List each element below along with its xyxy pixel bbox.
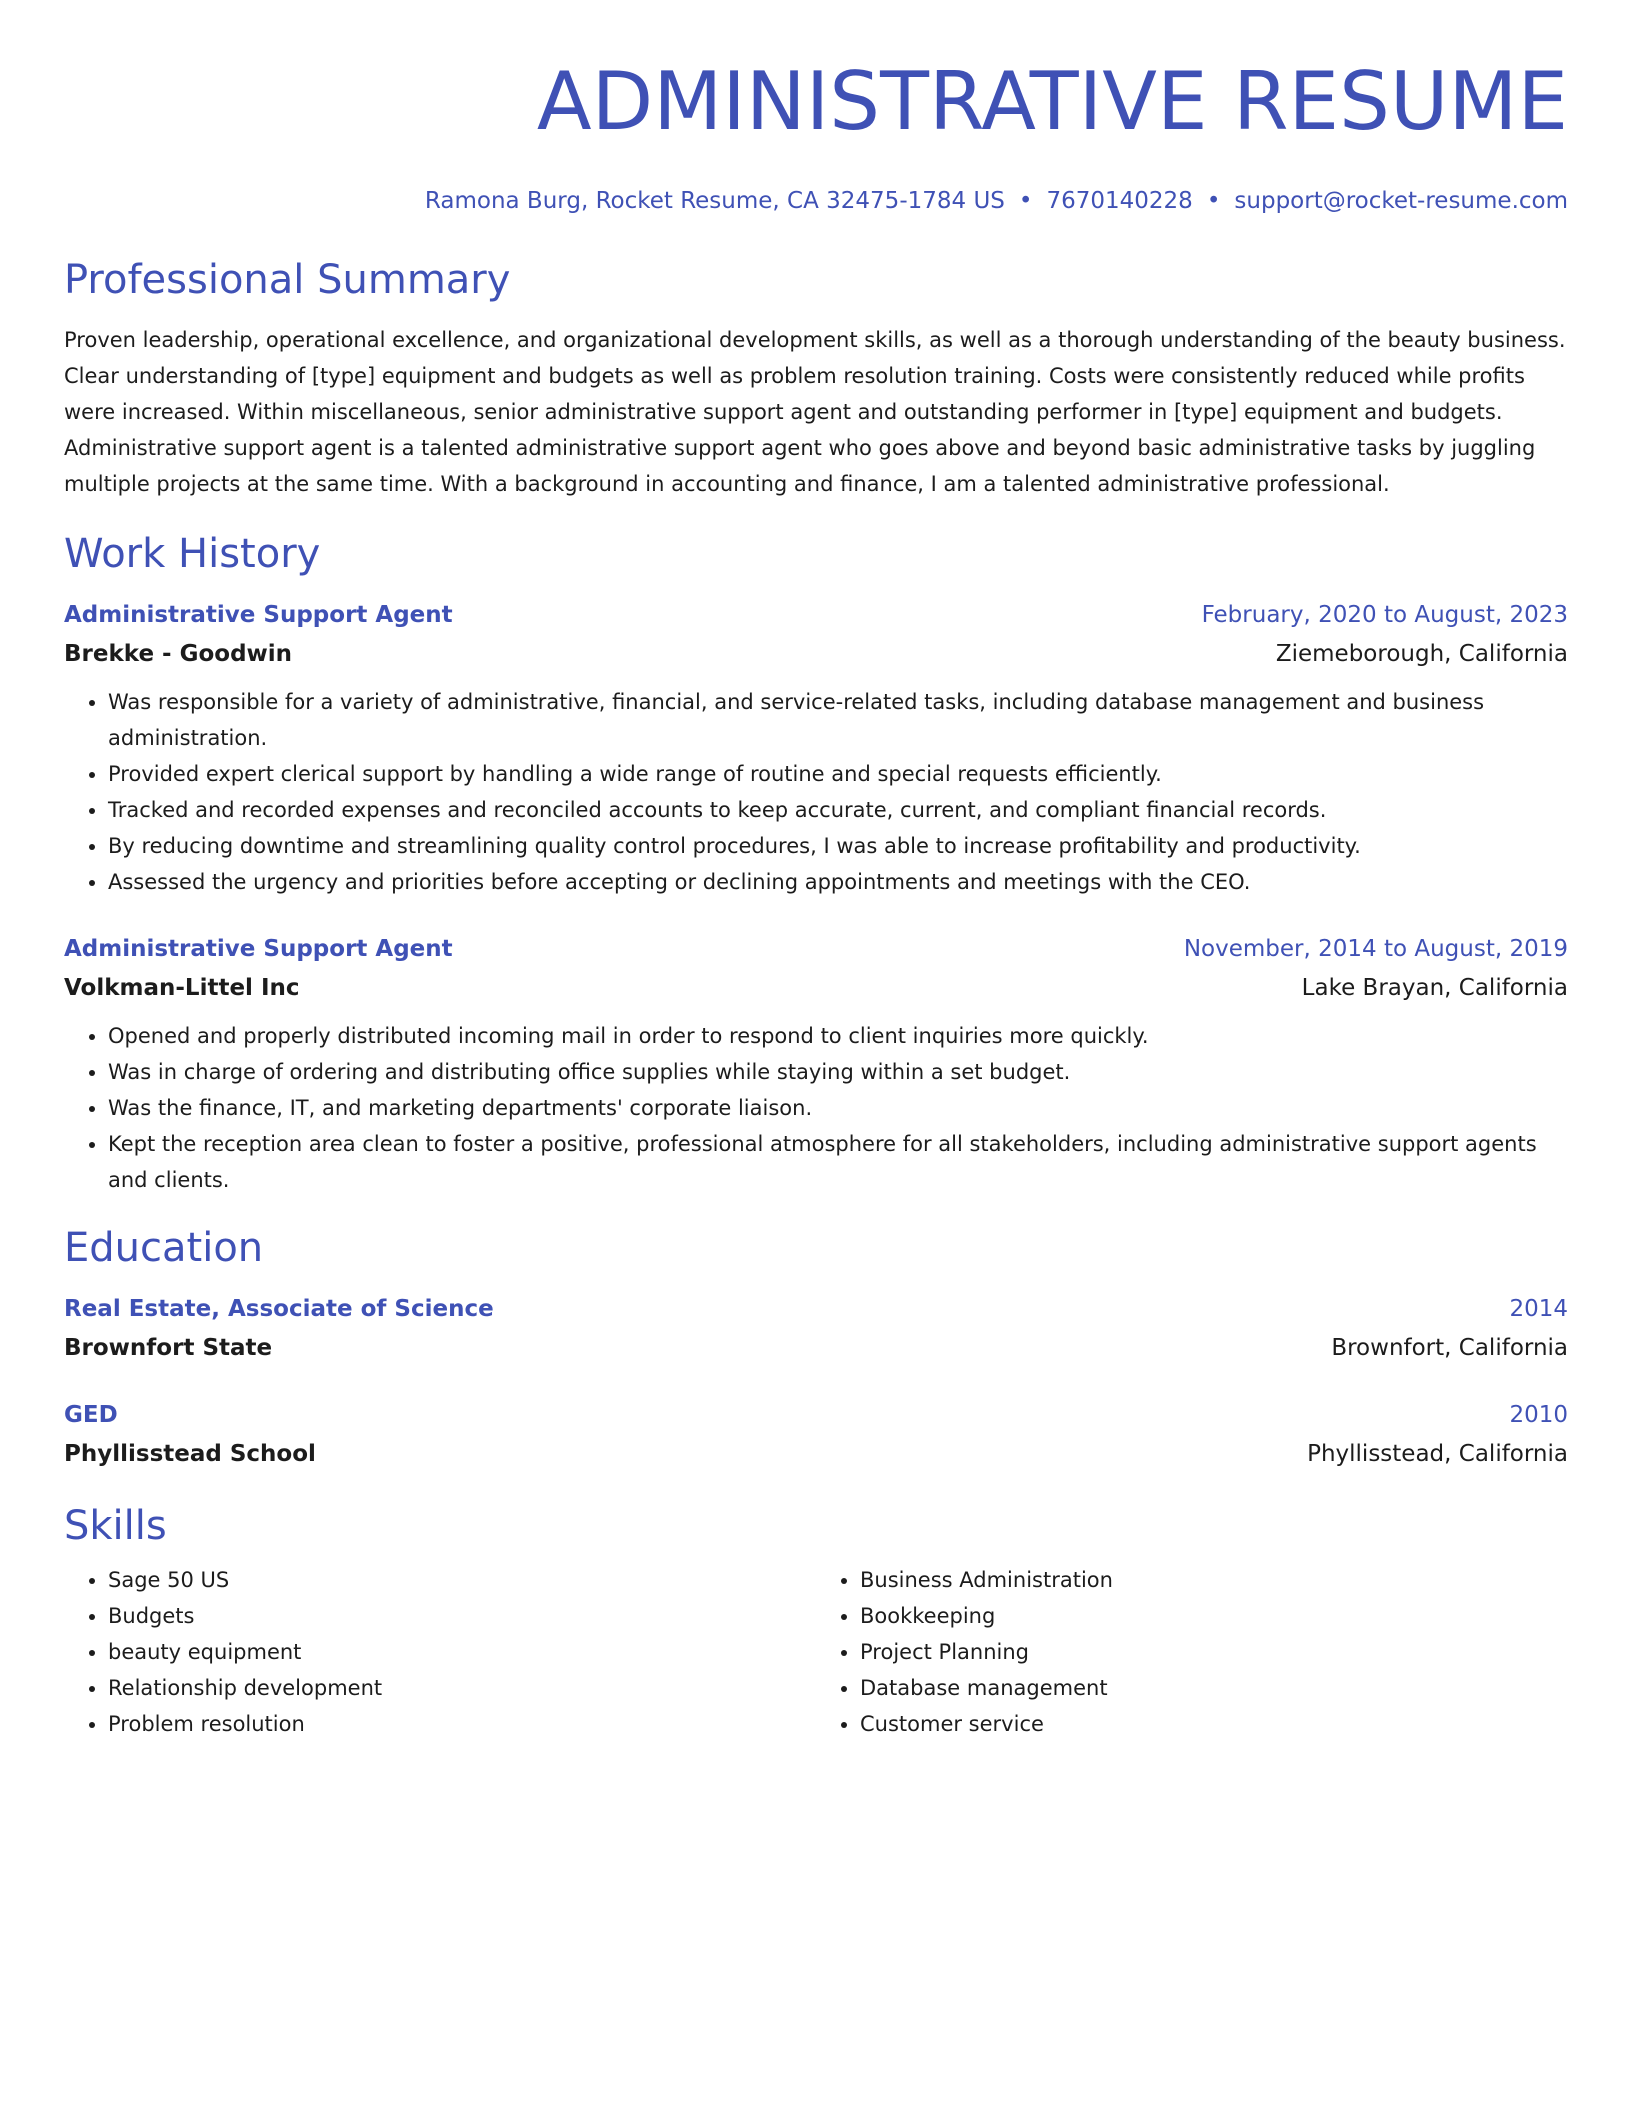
contact-line bbox=[64, 186, 1568, 216]
skill-item: • Budgets bbox=[108, 1598, 816, 1634]
job-bullet: • Assessed the urgency and priorities before accepting or declining appointments and meetings with the CEO. bbox=[108, 864, 1568, 900]
job-bullet: • Was in charge of ordering and distributing office supplies while staying within a set budget. bbox=[108, 1054, 1568, 1090]
education-year: 2010 bbox=[1509, 1402, 1568, 1428]
job-bullet: • Kept the reception area clean to foster a positive, professional atmosphere for all stakeholders, including administrative support agents and clients. bbox=[108, 1126, 1568, 1198]
resume-title: ADMINISTRATIVE RESUME bbox=[536, 55, 1568, 148]
skill-item: • beauty equipment bbox=[108, 1634, 816, 1670]
education-year: 2014 bbox=[1509, 1296, 1568, 1322]
job-header-row bbox=[64, 930, 1568, 968]
job-role: Administrative Support Agent bbox=[64, 602, 453, 628]
job-company: Volkman-Littel Inc bbox=[64, 975, 300, 1001]
skill-item: • Business Administration bbox=[860, 1562, 1568, 1598]
job-bullet: • Was responsible for a variety of administrative, financial, and service-related tasks, including database management and business administration. bbox=[108, 684, 1568, 756]
job-bullet: • By reducing downtime and streamlining quality control procedures, I was able to increase profitability and productivity. bbox=[108, 828, 1568, 864]
job-header-row bbox=[64, 596, 1568, 634]
education-location: Phyllisstead, California bbox=[1307, 1441, 1568, 1467]
education-school: Brownfort State bbox=[64, 1335, 273, 1361]
contact-separator: • bbox=[1018, 188, 1033, 214]
work-history-heading: Work History bbox=[64, 531, 321, 577]
job-bullet: • Tracked and recorded expenses and reconciled accounts to keep accurate, current, and compliant financial records. bbox=[108, 792, 1568, 828]
contact-phone: 7670140228 bbox=[1046, 188, 1193, 214]
skills-list-right bbox=[816, 1562, 1568, 1742]
skill-item: • Customer service bbox=[860, 1706, 1568, 1742]
contact-address: Ramona Burg, Rocket Resume, CA 32475-1784 US bbox=[424, 188, 1005, 214]
job-bullet: • Opened and properly distributed incoming mail in order to respond to client inquiries more quickly. bbox=[108, 1018, 1568, 1054]
job-entry bbox=[64, 596, 1568, 900]
skill-item: • Relationship development bbox=[108, 1670, 816, 1706]
summary-text: Proven leadership, operational excellence, and organizational development skills, as well as a thorough understanding of the beauty business. Clear understanding of [type] equipment and budgets as well as problem resolution training. Costs were consistently reduced while profits were increased. Within miscellaneous, senior administrative support agent and outstanding performer in [type] equipment and budgets. Administrative support agent is a talented administrative support agent who goes above and beyond basic administrative tasks by juggling multiple projects at the same time. With a background in accounting and finance, I am a talented administrative professional. bbox=[64, 328, 1566, 496]
job-entry bbox=[64, 930, 1568, 1198]
education-school-row bbox=[64, 1434, 1568, 1474]
job-dates: February, 2020 to August, 2023 bbox=[1201, 602, 1568, 628]
job-company-row bbox=[64, 968, 1568, 1008]
skill-item: • Project Planning bbox=[860, 1634, 1568, 1670]
education-degree: Real Estate, Associate of Science bbox=[64, 1296, 494, 1322]
job-role: Administrative Support Agent bbox=[64, 936, 453, 962]
skill-item: • Problem resolution bbox=[108, 1706, 816, 1742]
education-degree: GED bbox=[64, 1402, 118, 1428]
job-company-row bbox=[64, 634, 1568, 674]
job-bullet: • Was the finance, IT, and marketing departments' corporate liaison. bbox=[108, 1090, 1568, 1126]
skill-item: • Bookkeeping bbox=[860, 1598, 1568, 1634]
education-school: Phyllisstead School bbox=[64, 1441, 316, 1467]
job-bullets bbox=[64, 1018, 1568, 1198]
skills-grid bbox=[64, 1562, 1568, 1742]
education-header-row bbox=[64, 1290, 1568, 1328]
education-header-row bbox=[64, 1396, 1568, 1434]
skills-list-left bbox=[64, 1562, 816, 1742]
education-entry bbox=[64, 1396, 1568, 1474]
job-dates: November, 2014 to August, 2019 bbox=[1183, 936, 1568, 962]
contact-separator: • bbox=[1206, 188, 1221, 214]
education-entry bbox=[64, 1290, 1568, 1368]
summary-heading: Professional Summary bbox=[64, 257, 511, 303]
skills-heading: Skills bbox=[64, 1503, 167, 1549]
skill-item: • Database management bbox=[860, 1670, 1568, 1706]
job-bullet: • Provided expert clerical support by handling a wide range of routine and special requests efficiently. bbox=[108, 756, 1568, 792]
education-school-row bbox=[64, 1328, 1568, 1368]
contact-email[interactable]: support@rocket-resume.com bbox=[1234, 188, 1568, 214]
job-location: Lake Brayan, California bbox=[1301, 975, 1568, 1001]
job-location: Ziemeborough, California bbox=[1275, 641, 1568, 667]
job-bullets bbox=[64, 684, 1568, 900]
skill-item: • Sage 50 US bbox=[108, 1562, 816, 1598]
education-location: Brownfort, California bbox=[1331, 1335, 1568, 1361]
job-company: Brekke - Goodwin bbox=[64, 641, 293, 667]
education-heading: Education bbox=[64, 1225, 264, 1271]
